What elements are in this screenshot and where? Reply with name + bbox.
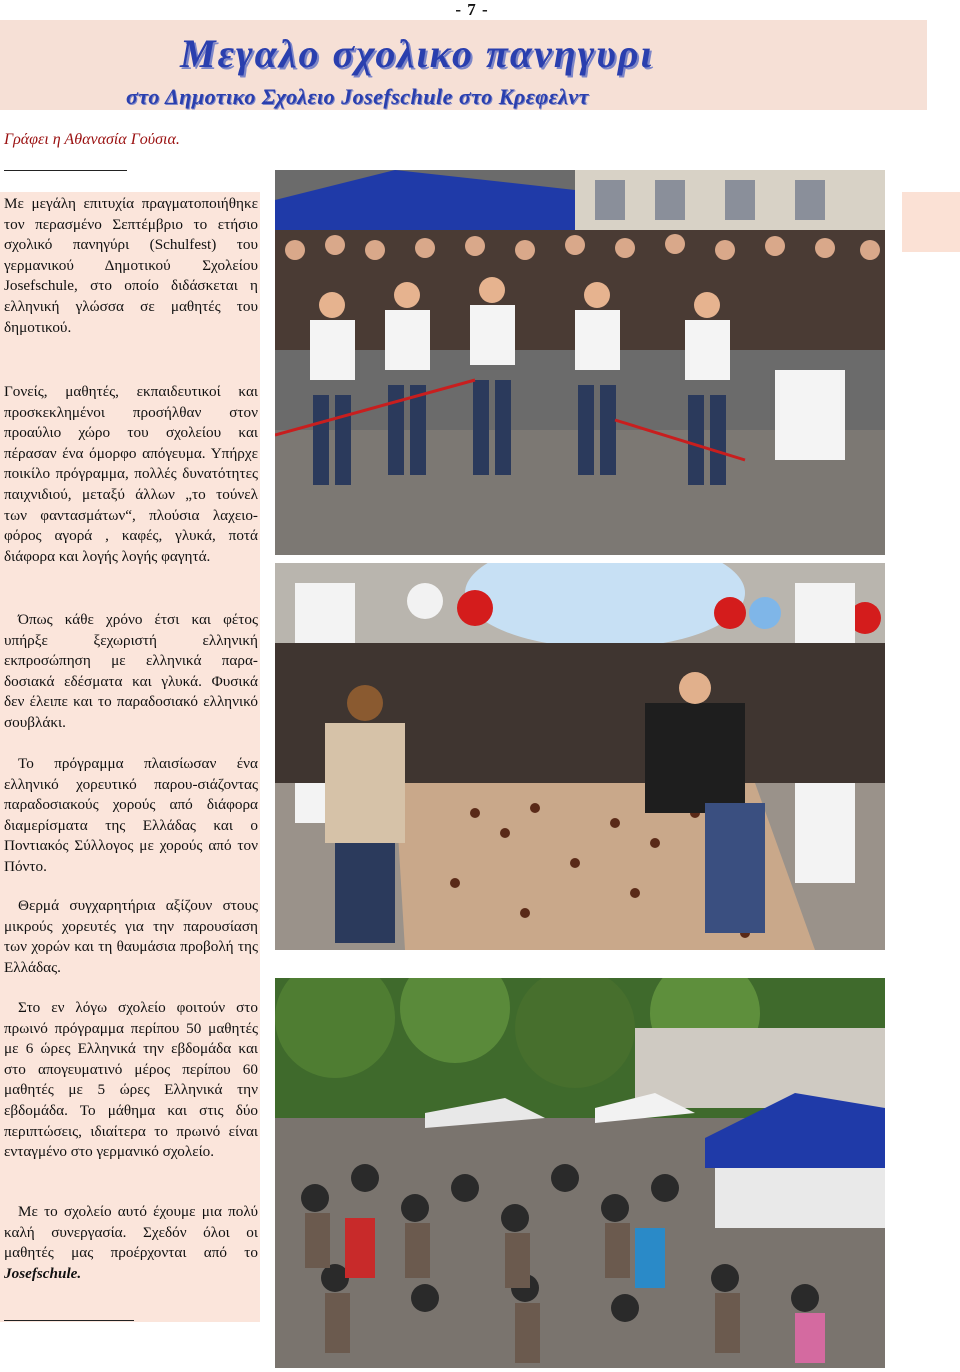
- school-name: Josefschule.: [4, 1264, 82, 1282]
- paragraph-cooperation: [4, 1202, 258, 1284]
- byline: Γράφει η Αθανασία Γούσια.: [4, 131, 180, 148]
- paragraph-greek-food: Όπως κάθε χρόνο έτσι και φέτος υπήρξε ξεχωριστή ελληνική εκπροσώπηση με ελληνικά παρα-δοσιακά εδέσματα και γλυκά. Φυσικά δεν έλειπε και το παραδοσιακό ελληνικό σουβλάκι.: [4, 611, 258, 731]
- paragraph-congratulations: Θερμά συγχαρητήρια αξίζουν στους μικρούς χορευτές για την παρουσίαση των χορών και τη θαυμάσια προβολή της Ελλάδας.: [4, 897, 258, 976]
- photo-dancers: [275, 170, 885, 555]
- photo-chestnut-table: [275, 563, 885, 950]
- divider-top: [4, 170, 127, 171]
- article-title: Μεγαλο σχολικο πανηγυρι: [180, 31, 654, 76]
- divider-bottom: [4, 1320, 134, 1321]
- text-column: [0, 192, 260, 1322]
- paragraph-intro: Με μεγάλη επιτυχία πραγματοποιήθηκε τον περασμένο Σεπτέμβριο το ετήσιο σχολικό πανηγύρι (Schulfest) του γερμανικού Δημοτικού Σχολείου Josefschule, στο οποίο διδάσκεται η ελληνική γλώσσα σε μαθητές του δημοτικού.: [4, 195, 258, 336]
- photo-schoolyard: [275, 978, 885, 1368]
- cooperation-text: Με το σχολείο αυτό έχουμε μια πολύ καλή συνεργασία. Σχεδόν όλοι οι μαθητές μας προέρχονται από το: [4, 1203, 258, 1262]
- paragraph-students: Στο εν λόγω σχολείο φοιτούν στο πρωινό πρόγραμμα περίπου 50 μαθητές με 6 ώρες Ελληνικά την εβδομάδα και στο απογευματινό μέρος περίπου 60 μαθητές με 5 ώρες Ελληνικά την εβδομάδα. Το μάθημα και στις δύο περιπτώσεις, ιδιαίτερα το πρωινό είναι ενταγμένο στο γερμανικό σχολείο.: [4, 999, 258, 1161]
- paragraph-dances: Το πρόγραμμα πλαισίωσαν ένα ελληνικό χορευτικό παρου-σιάζοντας παραδοσιακούς χορούς από διάφορα διαμερίσματα της Ελλάδας και ο Ποντιακός Σύλλογος με χορούς από τον Πόντο.: [4, 755, 258, 875]
- side-color-block: [902, 192, 960, 252]
- article-subtitle: στο Δημοτικο Σχολειο Josefschule στο Κρεφελντ: [126, 84, 589, 109]
- paragraph-visitors: Γονείς, μαθητές, εκπαιδευτικοί και προσκεκλημένοι προσήλθαν στον προαύλιο χώρο του σχολείου και πέρασαν ένα όμορφο απόγευμα. Υπήρχε ποικίλο πρόγραμμα, πολλές δυνατότητες παιχνιδιού, μεταξύ άλλων „το τούνελ των φαντασμάτων“, πλούσια λαχειο-φόρος αγορά , καφές, γλυκά, ποτά διάφορα και λογής λογής φαγητά.: [4, 383, 258, 565]
- page-number: - 7 -: [455, 0, 489, 19]
